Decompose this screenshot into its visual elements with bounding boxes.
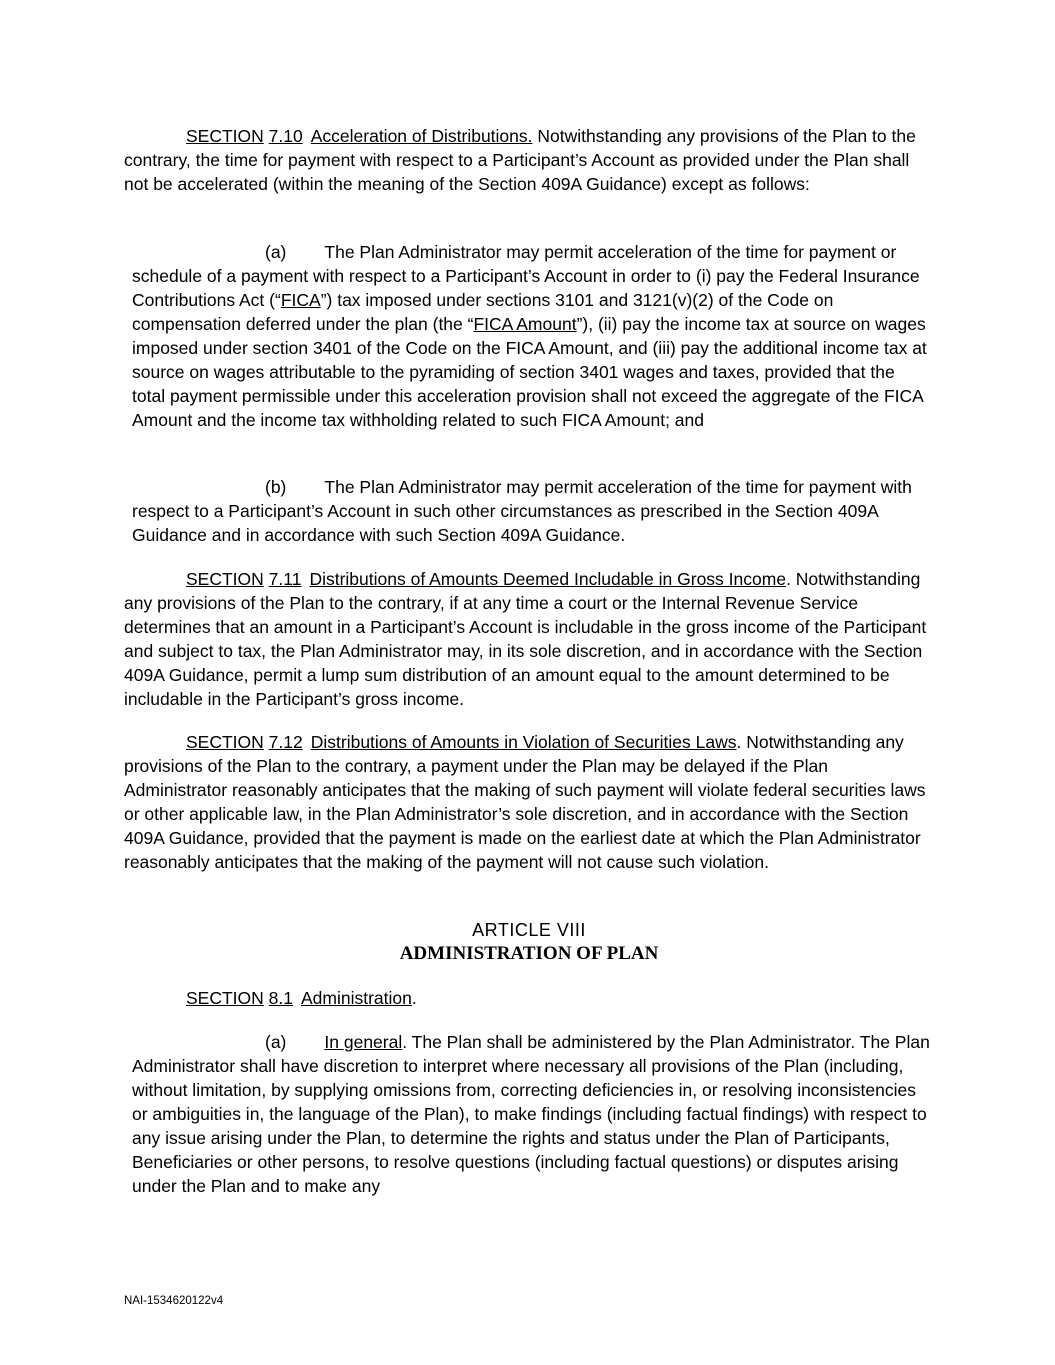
section-7-11-body: Notwithstanding any provisions of the Plan to the contrary, if at any time a court or the Internal Revenue Service determines that an amount in a Participant’s Account is includable in the gross income of the Participant and subject to tax, the Plan Administrator may, in its sole discretion, and in accordance with the Section 409A Guidance, permit a lump sum distribution of an amount equal to the amount determined to be includable in the Participant’s gross income. bbox=[124, 569, 927, 709]
section-7-10-a-text-2: ”) tax imposed under sections 3101 and 3121(v)(2) of the Code on compensation deferred under the plan (the “ bbox=[132, 290, 834, 334]
section-8-1-heading: Administration bbox=[301, 988, 412, 1008]
section-7-10-a-marker: (a) bbox=[265, 242, 287, 262]
section-8-1-label: SECTION bbox=[186, 988, 264, 1008]
section-8-1-a-text: The Plan shall be administered by the Plan Administrator. The Plan Administrator shall have discretion to interpret where necessary all provisions of the Plan (including, without limitation, by supplying omissions from, correcting deficiencies in, or resolving inconsistencies or ambiguities in, the language of the Plan), to make findings (including factual findings) with respect to any issue arising under the Plan, to determine the rights and status under the Plan of Participants, Beneficiaries or other persons, to resolve questions (including factual questions) or disputes arising under the Plan and to make any bbox=[132, 1032, 930, 1196]
section-8-1: SECTION 8.1 Administration. bbox=[186, 988, 417, 1008]
fica-defined-term: FICA bbox=[280, 290, 321, 310]
section-8-1-a: (a) In general. The Plan shall be administered by the Plan Administrator. The Plan Administrator shall have discretion to interpret where necessary all provisions of the Plan (including, without limitation, by supplying omissions from, correcting deficiencies in, or resolving inconsistencies or ambiguities in, the language of the Plan), to make findings (including factual findings) with respect to any issue arising under the Plan, to determine the rights and status under the Plan of Participants, Beneficiaries or other persons, to resolve questions (including factual questions) or disputes arising under the Plan and to make any bbox=[132, 1032, 930, 1196]
section-7-12-label: SECTION bbox=[186, 732, 264, 752]
section-8-1-a-marker: (a) bbox=[265, 1032, 287, 1052]
section-7-10-label: SECTION bbox=[186, 126, 264, 146]
section-7-12-body: Notwithstanding any provisions of the Plan to the contrary, a payment under the Plan may be delayed if the Plan Administrator reasonably anticipates that the making of such payment will violate federal securities laws or other applicable law, in the Plan Administrator’s sole discretion, and in accordance with the Section 409A Guidance, provided that the payment is made on the earliest date at which the Plan Administrator reasonably anticipates that the making of the payment will not cause such violation. bbox=[124, 732, 926, 872]
section-7-10 bbox=[124, 124, 934, 196]
section-8-1-number: 8.1 bbox=[268, 988, 293, 1008]
article-title: ARTICLE VIII bbox=[472, 920, 586, 940]
section-7-10-b-marker: (b) bbox=[265, 477, 287, 497]
section-7-11: SECTION 7.11 Distributions of Amounts Deemed Includable in Gross Income. Notwithstanding any provisions of the Plan to the contrary, if at any time a court or the Internal Revenue Service determines that an amount in a Participant’s Account is includable in the gross income of the Participant and subject to tax, the Plan Administrator may, in its sole discretion, and in accordance with the Section 409A Guidance, permit a lump sum distribution of an amount equal to the amount determined to be includable in the Participant’s gross income. bbox=[124, 569, 927, 709]
article-subtitle: ADMINISTRATION OF PLAN bbox=[399, 943, 659, 964]
section-7-11-heading: Distributions of Amounts Deemed Includable in Gross Income bbox=[309, 569, 787, 589]
section-7-10-body: Notwithstanding any provisions of the Plan to the contrary, the time for payment with respect to a Participant’s Account as provided under the Plan shall not be accelerated (within the meaning of the Section 409A Guidance) except as follows: bbox=[124, 126, 916, 194]
document-id-footer: NAI-1534620122v4 bbox=[124, 1295, 224, 1307]
section-7-10-b bbox=[132, 475, 932, 547]
section-7-12-number: 7.12 bbox=[268, 732, 303, 752]
section-7-10-number: 7.10 bbox=[268, 126, 303, 146]
section-8-1-a-heading: In general bbox=[324, 1032, 403, 1052]
section-7-10-a-text-1: The Plan Administrator may permit acceleration of the time for payment or schedule of a payment with respect to a Participant’s Account in order to (i) pay the Federal Insurance Contributions Act (“ bbox=[132, 242, 920, 310]
section-7-10-heading: Acceleration of Distributions. bbox=[310, 126, 533, 146]
section-7-10-a bbox=[132, 240, 932, 432]
section-7-12: SECTION 7.12 Distributions of Amounts in Violation of Securities Laws. Notwithstanding any provisions of the Plan to the contrary, a payment under the Plan may be delayed if the Plan Administrator reasonably anticipates that the making of such payment will violate federal securities laws or other applicable law, in the Plan Administrator’s sole discretion, and in accordance with the Section 409A Guidance, provided that the payment is made on the earliest date at which the Plan Administrator reasonably anticipates that the making of the payment will not cause such violation. bbox=[124, 732, 926, 872]
section-7-12-heading: Distributions of Amounts in Violation of Securities Laws bbox=[310, 732, 737, 752]
section-7-10-b-text: The Plan Administrator may permit acceleration of the time for payment with respect to a Participant’s Account in such other circumstances as prescribed in the Section 409A Guidance and in accordance with such Section 409A Guidance. bbox=[132, 477, 912, 545]
fica-amount-defined-term: FICA Amount bbox=[473, 314, 577, 334]
section-7-10-a-text-3: ”), (ii) pay the income tax at source on wages imposed under section 3401 of the Code on the FICA Amount, and (iii) pay the additional income tax at source on wages attributable to the pyramiding of section 3401 wages and taxes, provided that the total payment permissible under this acceleration provision shall not exceed the aggregate of the FICA Amount and the income tax withholding related to such FICA Amount; and bbox=[132, 314, 927, 430]
section-7-11-label: SECTION bbox=[186, 569, 264, 589]
section-7-11-number: 7.11 bbox=[268, 569, 302, 589]
